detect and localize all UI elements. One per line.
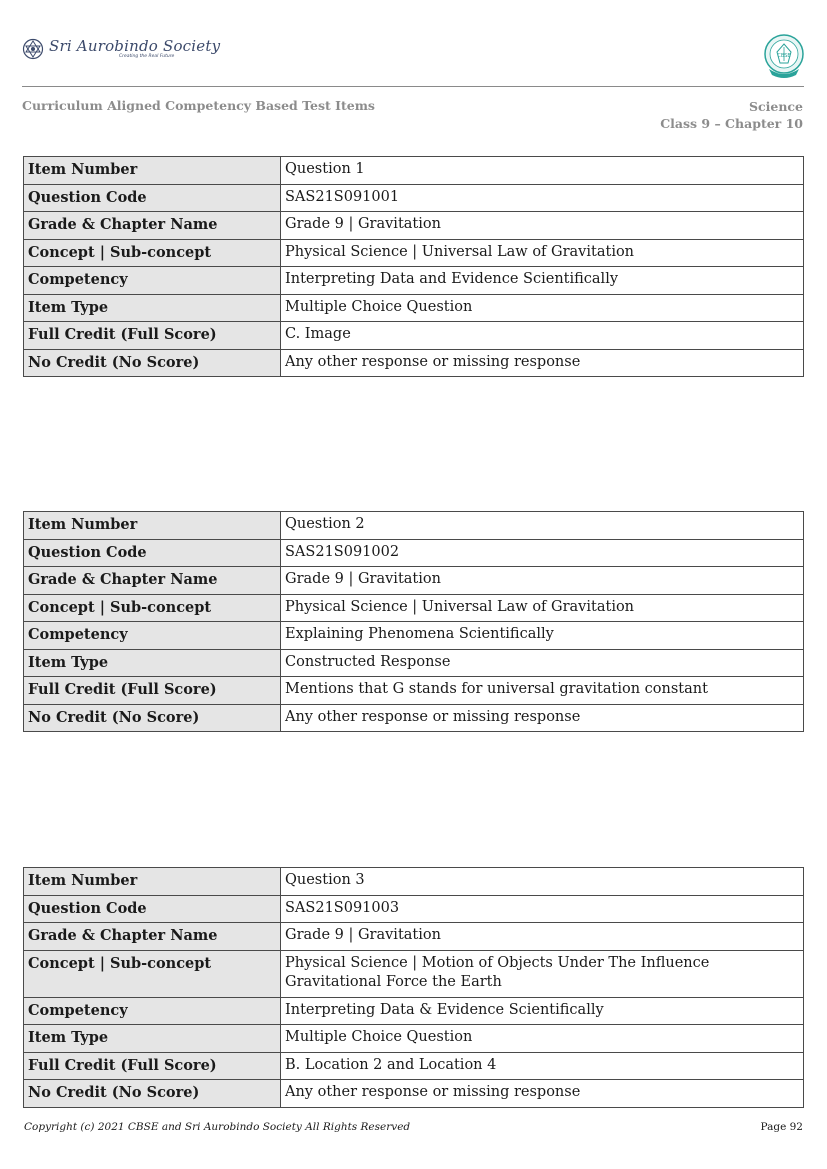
- table-row: [24, 267, 804, 295]
- table-row: [24, 1025, 804, 1053]
- subject-header: [660, 98, 803, 132]
- table-row: [24, 184, 804, 212]
- row-label: Full Credit (Full Score): [24, 322, 281, 350]
- table-row: [24, 622, 804, 650]
- table-row: [24, 895, 804, 923]
- row-label: Grade & Chapter Name: [24, 567, 281, 595]
- table-row: [24, 212, 804, 240]
- row-value: Constructed Response: [281, 649, 804, 677]
- row-value: Interpreting Data & Evidence Scientifically: [281, 997, 804, 1025]
- item-table-1: [23, 156, 804, 377]
- table-row: [24, 997, 804, 1025]
- table-row: [24, 567, 804, 595]
- document-title: Curriculum Aligned Competency Based Test Items: [22, 98, 375, 113]
- row-label: No Credit (No Score): [24, 349, 281, 377]
- row-value: Multiple Choice Question: [281, 294, 804, 322]
- row-label: Item Number: [24, 157, 281, 185]
- row-label: Full Credit (Full Score): [24, 1052, 281, 1080]
- row-label: Full Credit (Full Score): [24, 677, 281, 705]
- item-table-3: [23, 867, 804, 1108]
- table-row: [24, 923, 804, 951]
- table-row: [24, 1052, 804, 1080]
- cbse-seal-icon: [763, 33, 805, 79]
- row-label: Item Number: [24, 512, 281, 540]
- society-emblem-icon: [22, 38, 44, 60]
- row-label: No Credit (No Score): [24, 704, 281, 732]
- row-label: Concept | Sub-concept: [24, 950, 281, 997]
- table-row: [24, 512, 804, 540]
- row-value: SAS21S091003: [281, 895, 804, 923]
- seal-text: CBSE: [777, 53, 791, 59]
- header-divider: [22, 86, 804, 87]
- row-label: No Credit (No Score): [24, 1080, 281, 1108]
- table-row: [24, 349, 804, 377]
- row-value: C. Image: [281, 322, 804, 350]
- row-value: Physical Science | Universal Law of Gravitation: [281, 594, 804, 622]
- row-value: SAS21S091002: [281, 539, 804, 567]
- org-name: Sri Aurobindo Society: [49, 36, 221, 55]
- row-label: Grade & Chapter Name: [24, 923, 281, 951]
- row-value: Grade 9 | Gravitation: [281, 567, 804, 595]
- subject-label: Science: [749, 99, 803, 114]
- row-label: Question Code: [24, 184, 281, 212]
- row-value: Question 2: [281, 512, 804, 540]
- org-tagline: Creating the Real Future: [119, 53, 175, 59]
- row-value: Physical Science | Motion of Objects Under The Influence Gravitational Force the Earth: [281, 950, 804, 997]
- row-value: Grade 9 | Gravitation: [281, 212, 804, 240]
- table-row: [24, 704, 804, 732]
- table-row: [24, 677, 804, 705]
- table-row: [24, 594, 804, 622]
- row-value: Mentions that G stands for universal gravitation constant: [281, 677, 804, 705]
- row-value: Any other response or missing response: [281, 349, 804, 377]
- row-label: Item Number: [24, 868, 281, 896]
- table-row: [24, 322, 804, 350]
- row-label: Concept | Sub-concept: [24, 239, 281, 267]
- item-table-2: [23, 511, 804, 732]
- copyright-notice: Copyright (c) 2021 CBSE and Sri Aurobindo Society All Rights Reserved: [24, 1121, 411, 1133]
- table-row: [24, 294, 804, 322]
- row-value: Interpreting Data and Evidence Scientifically: [281, 267, 804, 295]
- row-label: Question Code: [24, 895, 281, 923]
- table-row: [24, 649, 804, 677]
- row-value: Explaining Phenomena Scientifically: [281, 622, 804, 650]
- row-value: Any other response or missing response: [281, 1080, 804, 1108]
- row-label: Competency: [24, 622, 281, 650]
- row-label: Competency: [24, 997, 281, 1025]
- row-label: Grade & Chapter Name: [24, 212, 281, 240]
- page-number: Page 92: [760, 1121, 803, 1133]
- table-row: [24, 239, 804, 267]
- row-label: Competency: [24, 267, 281, 295]
- row-label: Item Type: [24, 294, 281, 322]
- table-row: [24, 950, 804, 997]
- row-value: SAS21S091001: [281, 184, 804, 212]
- table-row: [24, 157, 804, 185]
- row-label: Concept | Sub-concept: [24, 594, 281, 622]
- row-value: Multiple Choice Question: [281, 1025, 804, 1053]
- row-value: Any other response or missing response: [281, 704, 804, 732]
- row-value: B. Location 2 and Location 4: [281, 1052, 804, 1080]
- table-row: [24, 868, 804, 896]
- sri-aurobindo-society-logo: [22, 38, 220, 60]
- row-value: Physical Science | Universal Law of Gravitation: [281, 239, 804, 267]
- row-value: Grade 9 | Gravitation: [281, 923, 804, 951]
- row-value: Question 1: [281, 157, 804, 185]
- table-row: [24, 539, 804, 567]
- row-label: Item Type: [24, 649, 281, 677]
- row-label: Item Type: [24, 1025, 281, 1053]
- class-chapter-label: Class 9 – Chapter 10: [660, 116, 803, 131]
- table-row: [24, 1080, 804, 1108]
- row-label: Question Code: [24, 539, 281, 567]
- row-value: Question 3: [281, 868, 804, 896]
